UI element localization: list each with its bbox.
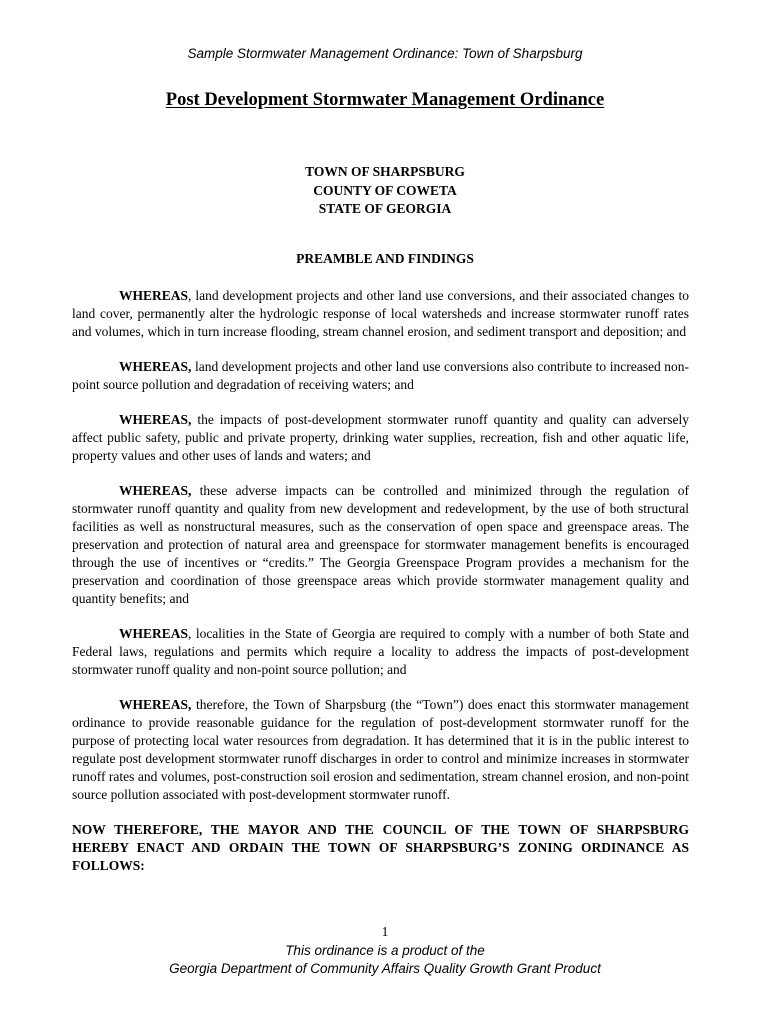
paragraph-text: these adverse impacts can be controlled and minimized through the regulation of stormwater runoff quantity and quality from new development and redevelopment, by the use of both structural facilities as well as nonstructural measures, such as the conservation of open space and greenspace areas. The preservation and protection of natural area and greenspace for stormwater management benefits is encouraged through the use of incentives or “credits.” The Georgia Greenspace Program provides a mechanism for the preservation and coordination of those greenspace areas which provide stormwater management quality and quantity benefits; and bbox=[72, 483, 689, 606]
whereas-paragraph bbox=[72, 482, 689, 608]
paragraph-text: land development projects and other land use conversions also contribute to increased non-point source pollution and degradation of receiving waters; and bbox=[72, 359, 689, 392]
footer-line-2: Georgia Department of Community Affairs Quality Growth Grant Product bbox=[169, 961, 601, 976]
whereas-paragraph bbox=[72, 696, 689, 804]
jurisdiction-state: STATE OF GEORGIA bbox=[318, 201, 452, 216]
whereas-paragraph bbox=[72, 287, 689, 341]
paragraph-lead: WHEREAS, bbox=[119, 359, 192, 374]
footer-line-1: This ordinance is a product of the bbox=[285, 943, 485, 958]
paragraph-text: , localities in the State of Georgia are required to comply with a number of both State and Federal laws, regulations and permits which require a locality to address the impacts of post-development stormwater runoff quality and non-point source pollution; and bbox=[72, 626, 689, 677]
whereas-paragraph bbox=[72, 358, 689, 394]
paragraph-text: , land development projects and other land use conversions, and their associated changes to land cover, permanently alter the hydrologic response of local watersheds and increase stormwater runoff rates and volumes, which in turn increase flooding, stream channel erosion, and sediment transport and deposition; and bbox=[72, 288, 689, 339]
paragraph-lead: WHEREAS, bbox=[119, 412, 192, 427]
paragraph-text: the impacts of post-development stormwater runoff quantity and quality can adversely affect public safety, public and private property, drinking water supplies, recreation, fish and other aquatic life, property values and other uses of lands and waters; and bbox=[72, 412, 689, 463]
section-heading: PREAMBLE AND FINDINGS bbox=[296, 251, 474, 266]
jurisdiction-town: TOWN OF SHARPSBURG bbox=[305, 164, 465, 179]
enactment-clause: NOW THEREFORE, THE MAYOR AND THE COUNCIL OF THE TOWN OF SHARPSBURG HEREBY ENACT AND ORDAIN THE TOWN OF SHARPSBURG’S ZONING ORDINANCE AS FOLLOWS: bbox=[72, 822, 689, 873]
document-title: Post Development Stormwater Management Ordinance bbox=[165, 90, 605, 110]
paragraph-text: therefore, the Town of Sharpsburg (the “Town”) does enact this stormwater management ordinance to provide reasonable guidance for the regulation of post-development stormwater runoff for the purpose of protecting local water resources from degradation. It has determined that it is in the public interest to regulate post development stormwater runoff discharges in order to control and minimize increases in stormwater runoff rates and volumes, post-construction soil erosion and sedimentation, stream channel erosion, and non-point source pollution associated with post-development stormwater runoff. bbox=[72, 697, 689, 802]
running-header: Sample Stormwater Management Ordinance: Town of Sharpsburg bbox=[187, 46, 583, 61]
page-number: 1 bbox=[381, 924, 389, 939]
whereas-paragraph bbox=[72, 411, 689, 465]
paragraph-lead: WHEREAS bbox=[119, 288, 189, 303]
paragraph-lead: WHEREAS bbox=[119, 626, 189, 641]
page-footer bbox=[0, 942, 770, 978]
paragraph-lead: WHEREAS, bbox=[119, 697, 192, 712]
jurisdiction-block bbox=[0, 163, 770, 219]
whereas-paragraph bbox=[72, 625, 689, 679]
document-body bbox=[72, 287, 689, 892]
jurisdiction-county: COUNTY OF COWETA bbox=[313, 182, 457, 198]
paragraph-lead: WHEREAS, bbox=[119, 483, 192, 498]
